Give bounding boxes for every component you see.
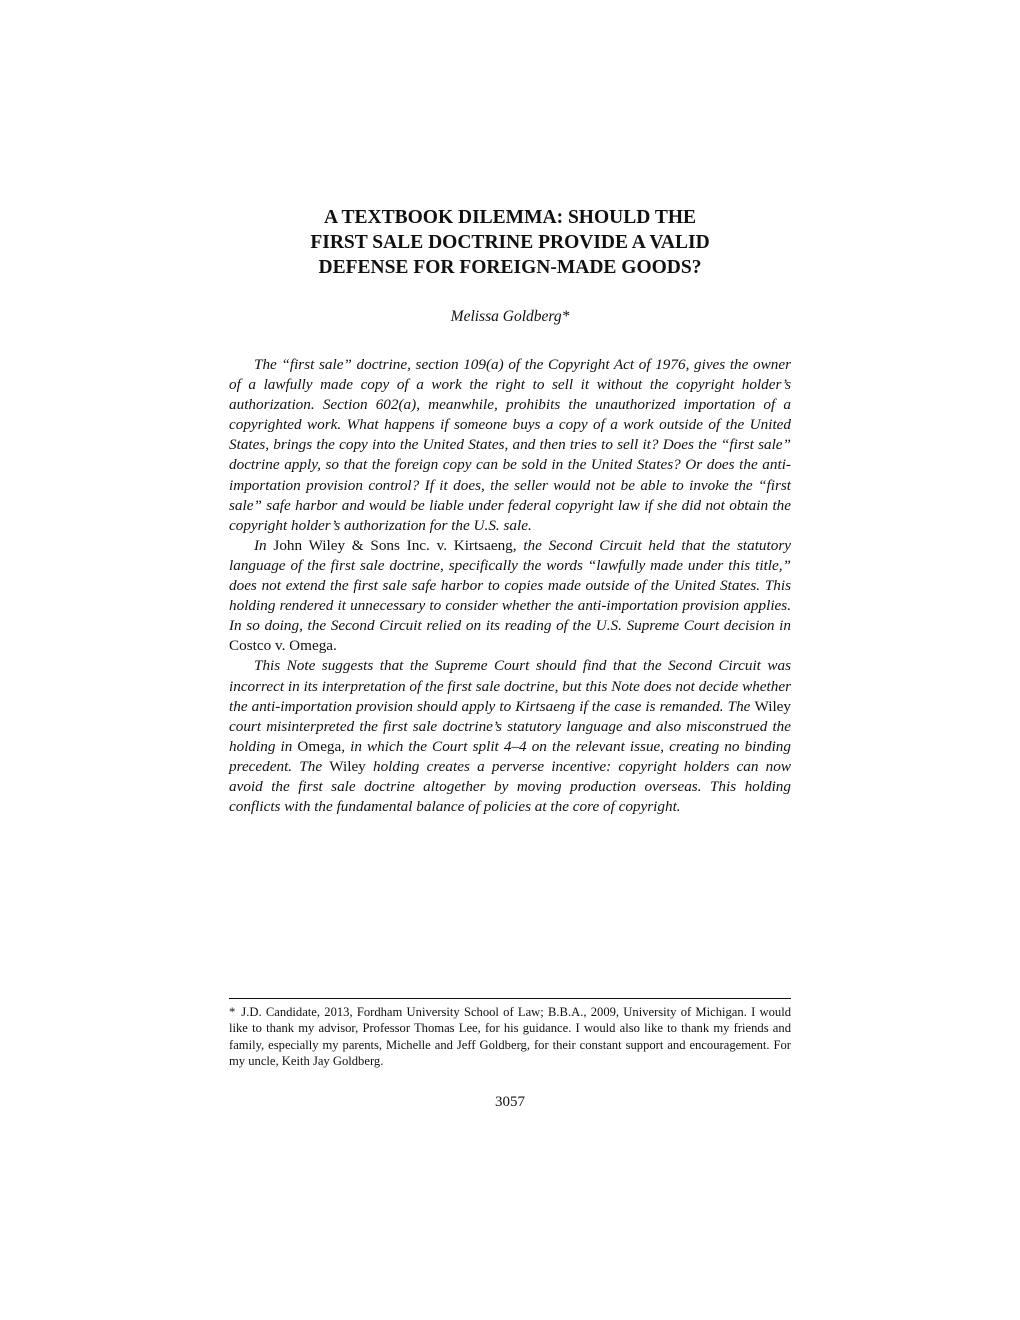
footnote-mark: * xyxy=(229,1005,236,1019)
abstract-paragraph-2 xyxy=(229,536,791,657)
abstract-p3-text-b: court misinterpreted the first sale doctrine’s statutory language and also misconstrued the holding in xyxy=(229,717,791,755)
abstract-p3-text-d: holding creates a perverse incentive: copyright holders can now avoid the first sale doctrine altogether by moving production overseas. This holding conflicts with the fundamental balance of policies at the core of copyright. xyxy=(229,757,791,816)
title-line-3: DEFENSE FOR FOREIGN-MADE GOODS? xyxy=(318,257,702,278)
author-byline: Melissa Goldberg* xyxy=(450,308,570,325)
footnote-divider xyxy=(229,998,791,999)
abstract-p3-text-a: This Note suggests that the Supreme Court should find that the Second Circuit was incorrect in its interpretation of the first sale doctrine, but this Note does not decide whether the anti-importation provision should apply to Kirtsaeng if the case is remanded. The xyxy=(229,657,791,715)
case-name-wiley-kirtsaeng: John Wiley & Sons Inc. v. Kirtsaeng xyxy=(273,536,513,554)
title-line-2: FIRST SALE DOCTRINE PROVIDE A VALID xyxy=(310,232,710,253)
footnote-text: J.D. Candidate, 2013, Fordham University School of Law; B.B.A., 2009, University of Michigan. I would like to thank my advisor, Professor Thomas Lee, for his guidance. I would also like to thank my friends and family, especially my parents, Michelle and Jeff Goldberg, for their constant support and encouragement. For my uncle, Keith Jay Goldberg. xyxy=(229,1005,791,1068)
case-name-wiley-2: Wiley xyxy=(329,757,366,775)
case-name-omega: Omega xyxy=(297,737,342,755)
article-title xyxy=(229,205,791,280)
title-line-1: A TEXTBOOK DILEMMA: SHOULD THE xyxy=(323,207,696,228)
abstract-paragraph-3 xyxy=(229,656,791,817)
abstract-p3-text-c: , in which the Court split 4–4 on the relevant issue, creating no binding precedent. The xyxy=(229,737,791,775)
abstract-paragraph-1: The “first sale” doctrine, section 109(a) of the Copyright Act of 1976, gives the owner of a lawfully made copy of a work the right to sell it without the copyright holder’s authorization. Section 602(a), meanwhile, prohibits the unauthorized importation of a copyrighted work. What happens if someone buys a copy of a work outside of the United States, brings the copy into the United States, and then tries to sell it? Does the “first sale” doctrine apply, so that the foreign copy can be sold in the United States? Or does the anti-importation provision control? If it does, the seller would not be able to invoke the “first sale” safe harbor and would be liable under federal copyright law if she did not obtain the copyright holder’s authorization for the U.S. sale. xyxy=(229,356,791,534)
article-page xyxy=(229,0,791,1320)
case-name-costco-omega: Costco v. Omega xyxy=(229,637,334,655)
abstract-p2-text-c: . xyxy=(333,637,337,655)
author-footnote xyxy=(229,1004,791,1069)
case-name-wiley-1: Wiley xyxy=(754,697,791,715)
abstract-p2-text-a: In xyxy=(254,536,274,554)
page-number: 3057 xyxy=(495,1094,525,1110)
abstract-p2-text-b: , the Second Circuit held that the statutory language of the first sale doctrine, specifically the words “lawfully made under this title,” does not extend the first sale safe harbor to copies made outside of the United States. This holding rendered it unnecessary to consider whether the anti-importation provision applies. In so doing, the Second Circuit relied on its reading of the U.S. Supreme Court decision in xyxy=(229,536,791,635)
abstract xyxy=(229,355,791,817)
